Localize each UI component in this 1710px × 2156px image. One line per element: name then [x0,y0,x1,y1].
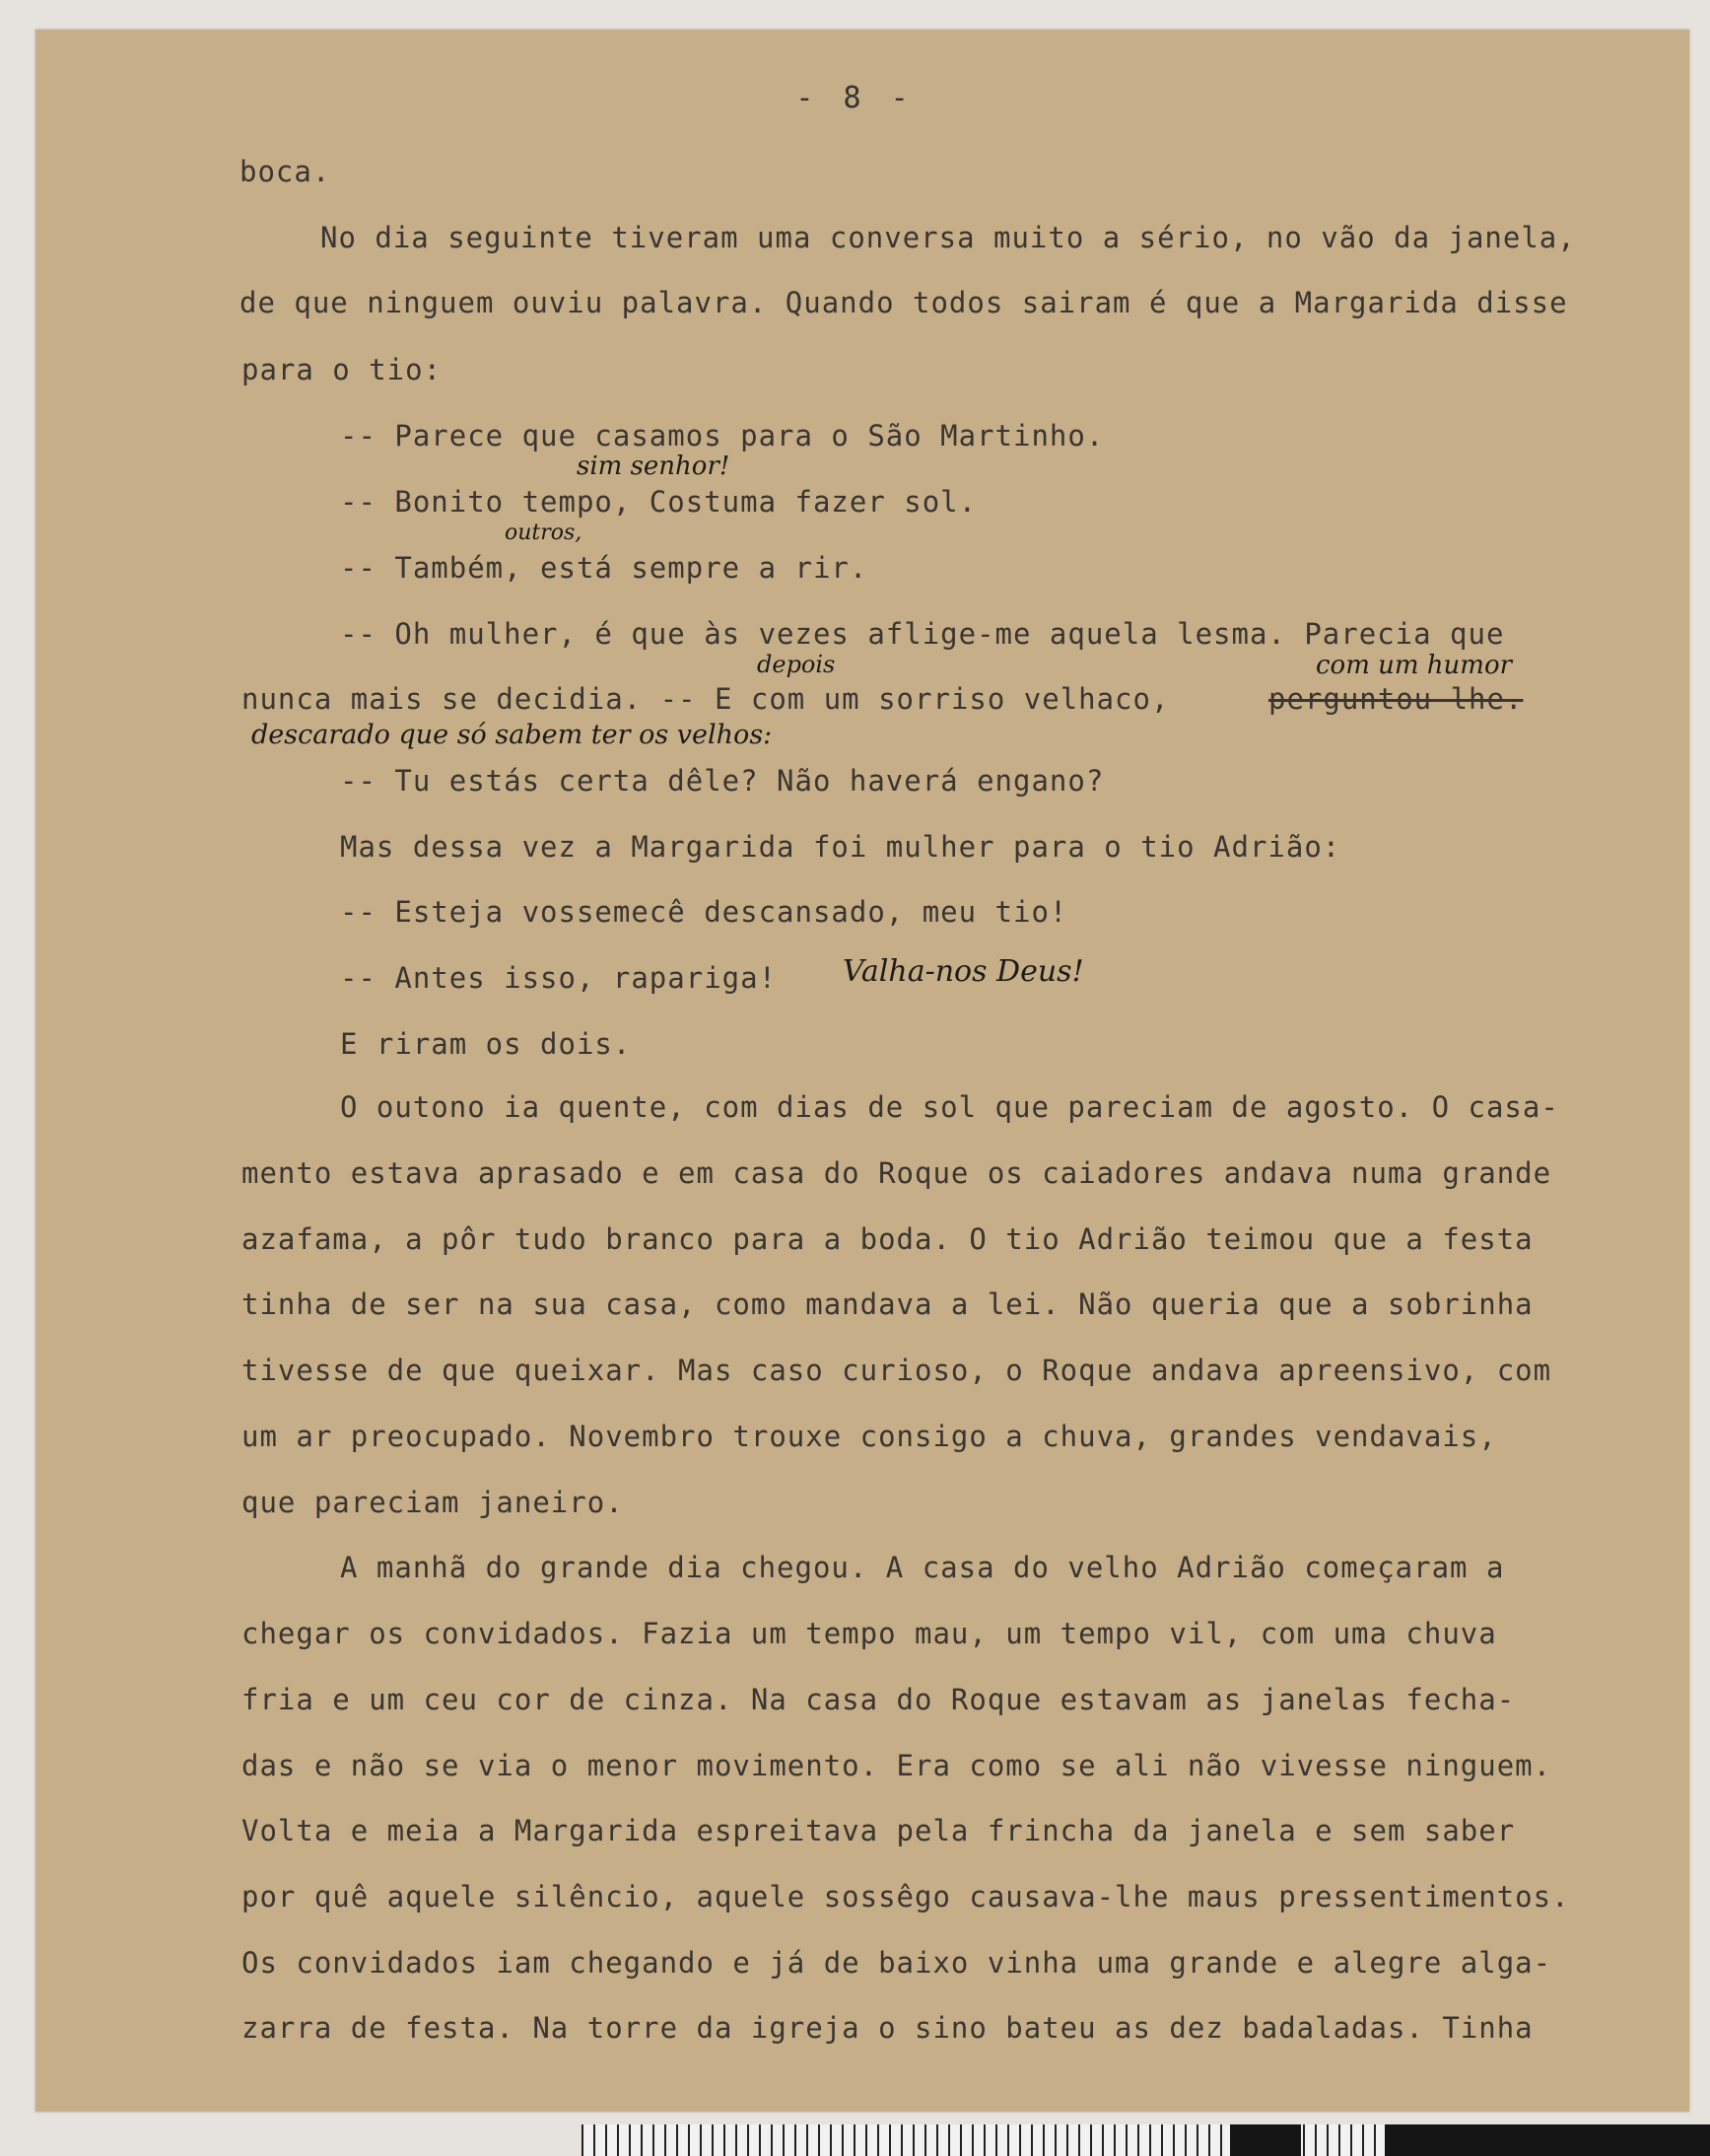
text-line: fria e um ceu cor de cinza. Na casa do Roque estavam as janelas fecha- [241,1683,1516,1716]
text-line: -- Oh mulher, é que às vezes aflige-me aquela lesma. Parecia que [340,617,1505,651]
handwritten-annotation: com um humor [1316,651,1513,680]
text-line: E riram os dois. [340,1027,632,1061]
text-line: azafama, a pôr tudo branco para a boda. O tio Adrião teimou que a festa [241,1222,1534,1256]
struck-text: perguntou-lhe. [1268,682,1524,716]
text-line: No dia seguinte tiveram uma conversa muito a sério, no vão da janela, [320,221,1576,254]
text-line: para o tio: [241,353,443,386]
text-line: das e não se via o menor movimento. Era como se ali não vivesse ninguem. [241,1749,1552,1782]
text-line: um ar preocupado. Novembro trouxe consigo a chuva, grandes vendavais, [241,1420,1497,1453]
ruler-black-block [1385,2124,1710,2156]
text-line: A manhã do grande dia chegou. A casa do velho Adrião começaram a [340,1551,1505,1584]
text-line: -- Antes isso, rapariga! [340,961,778,995]
text-line: Os convidados iam chegando e já de baixo vinha uma grande e alegre alga- [241,1946,1552,1980]
text-line: -- Bonito tempo, Costuma fazer sol. [340,485,978,519]
text-line: zarra de festa. Na torre da igreja o sino bateu as dez badaladas. Tinha [241,2011,1534,2045]
text-line: Volta e meia a Margarida espreitava pela frincha da janela e sem saber [241,1814,1516,1847]
text-line: -- Tu estás certa dêle? Não haverá engano? [340,764,1105,798]
ruler-black-block [1230,2124,1301,2156]
paper-sheet [35,30,1689,2112]
handwritten-annotation: sim senhor! [577,452,730,481]
text-line: O outono ia quente, com dias de sol que pareciam de agosto. O casa- [340,1090,1559,1124]
page-number: - 8 - [795,81,915,115]
handwritten-annotation: descarado que só sabem ter os velhos: [251,720,773,750]
text-line: nunca mais se decidia. -- E com um sorriso velhaco, [241,682,1170,716]
text-line: -- Também, está sempre a rir. [340,551,868,585]
text-line: mento estava aprasado e em casa do Roque os caiadores andava numa grande [241,1156,1552,1190]
text-line: Mas dessa vez a Margarida foi mulher para o tio Adrião: [340,830,1341,864]
text-line: que pareciam janeiro. [241,1486,624,1519]
text-line: tivesse de que queixar. Mas caso curioso, o Roque andava apreensivo, com [241,1354,1552,1387]
handwritten-annotation: outros, [505,521,582,545]
text-line: por quê aquele silêncio, aquele sossêgo causava-lhe maus pressentimentos. [241,1880,1570,1913]
text-line: de que ninguem ouviu palavra. Quando todos sairam é que a Margarida disse [239,286,1568,319]
text-line: boca. [239,155,331,188]
text-line: -- Esteja vossemecê descansado, meu tio! [340,895,1068,929]
handwritten-annotation: depois [757,651,836,678]
text-line: chegar os convidados. Fazia um tempo mau, um tempo vil, com uma chuva [241,1617,1497,1650]
color-scale-ruler [581,2124,1710,2156]
text-line: tinha de ser na sua casa, como mandava a lei. Não queria que a sobrinha [241,1287,1534,1321]
text-line: -- Parece que casamos para o São Martinho. [340,419,1105,452]
handwritten-annotation: Valha-nos Deus! [843,954,1084,989]
